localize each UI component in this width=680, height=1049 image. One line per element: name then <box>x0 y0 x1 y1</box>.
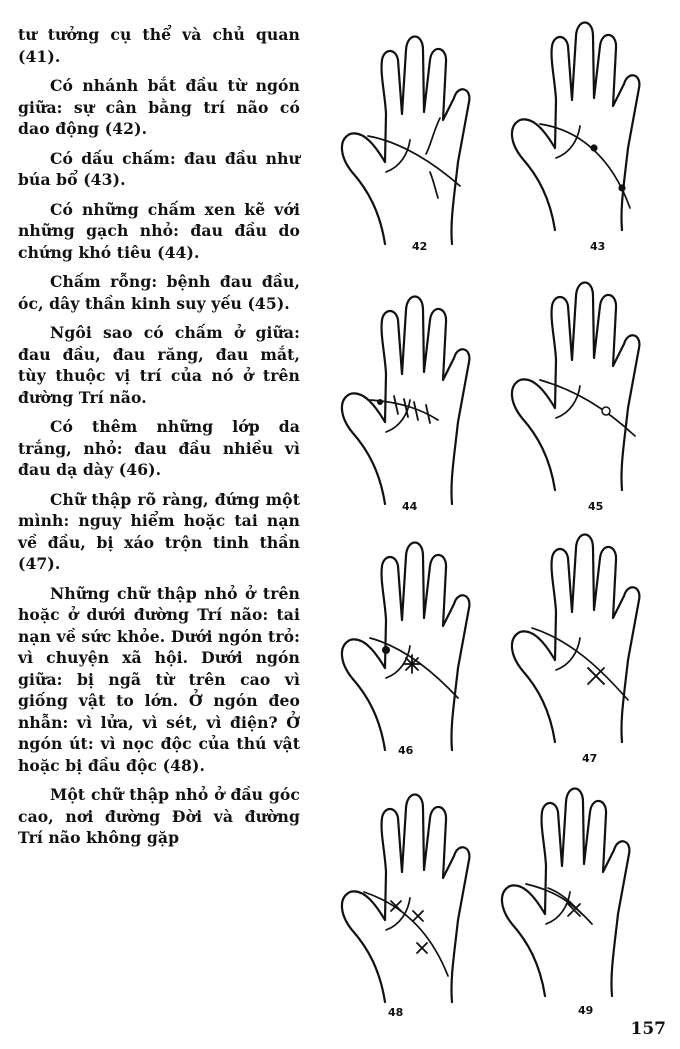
paragraph: Một chữ thập nhỏ ở đầu góc cao, nơi đường Đời và đường Trí não không gặp <box>18 785 300 847</box>
thumb-crease <box>386 400 410 432</box>
cross-mark <box>417 943 427 953</box>
paragraph: Có những chấm xen kẽ với những gạch nhỏ: đau đầu do chứng khó tiêu (44). <box>18 199 300 262</box>
head-line <box>526 884 592 924</box>
hand-outline <box>512 535 639 743</box>
head-line <box>540 124 630 208</box>
page-number: 157 <box>630 1019 666 1039</box>
palm-figure-49 <box>490 774 665 1009</box>
branch-line <box>426 118 440 154</box>
palm-figure-45 <box>500 268 675 503</box>
head-line <box>368 136 460 186</box>
paragraph: Có thêm những lớp da trắng, nhỏ: đau đầu nhiều vì đau dạ dày (46). <box>18 417 300 479</box>
hand-outline <box>512 23 639 231</box>
thumb-crease <box>546 892 570 924</box>
hand-outline <box>342 37 469 245</box>
dot-mark <box>618 184 625 191</box>
figure-number: 43 <box>590 240 606 253</box>
paragraph: Những chữ thập nhỏ ở trên hoặc ở dưới đường Trí não: tai nạn về sức khỏe. Dưới ngón trỏ: vì chuyện xã hội. Dưới ngón giữa: bị ngã từ trên cao vì giống vật to lớn. Ở ngón đeo nhẫn: vì lửa, vì sét, vì điện? Ở ngón út: vì nọc độc của thú vật hoặc bị đầu độc (48). <box>18 583 300 775</box>
palm-figure-42 <box>330 22 505 257</box>
dot-mark <box>382 646 390 654</box>
cross-mark <box>413 911 423 921</box>
figure-number: 48 <box>388 1006 404 1019</box>
hand-outline <box>342 543 469 751</box>
head-line <box>370 638 458 698</box>
palm-figure-46 <box>330 528 505 763</box>
dash-mark <box>414 402 418 420</box>
palm-figure-47 <box>500 520 675 755</box>
body-text <box>18 24 300 857</box>
dot-mark <box>590 144 597 151</box>
paragraph: Ngôi sao có chấm ở giữa: đau đầu, đau răng, đau mắt, tùy thuộc vị trí của nó ở trên đường Trí não. <box>18 323 300 407</box>
hand-outline <box>502 789 629 997</box>
palm-figure-44 <box>330 282 505 517</box>
hand-outline <box>342 795 469 1003</box>
hollow-dot <box>602 407 610 415</box>
figure-number: 49 <box>578 1004 594 1017</box>
hand-outline <box>512 283 639 491</box>
thumb-crease <box>556 638 580 670</box>
paragraph: Chữ thập rõ ràng, đứng một mình: nguy hiểm hoặc tai nạn về đầu, bị xáo trộn tinh thần (47). <box>18 489 300 573</box>
figure-number: 45 <box>588 500 604 513</box>
paragraph: Có nhánh bắt đầu từ ngón giữa: sự cân bằng trí não có dao động (42). <box>18 76 300 138</box>
life-line <box>430 172 438 198</box>
star-mark <box>404 655 420 673</box>
hand-outline <box>342 297 469 505</box>
paragraph: Có dấu chấm: đau đầu như búa bổ (43). <box>18 148 300 189</box>
figure-number: 44 <box>402 500 418 513</box>
paragraph: Chấm rỗng: bệnh đau đầu, óc, dây thần kinh suy yếu (45). <box>18 272 300 313</box>
palm-figure-48 <box>330 780 505 1015</box>
dot-mark <box>377 399 383 405</box>
thumb-crease <box>556 126 580 158</box>
figure-number: 42 <box>412 240 428 253</box>
figure-number: 46 <box>398 744 414 757</box>
paragraph: tư tưởng cụ thể và chủ quan (41). <box>18 25 300 66</box>
head-line <box>364 892 448 976</box>
figure-number: 47 <box>582 752 598 765</box>
palm-figure-43 <box>500 8 675 243</box>
dash-mark <box>394 396 398 414</box>
